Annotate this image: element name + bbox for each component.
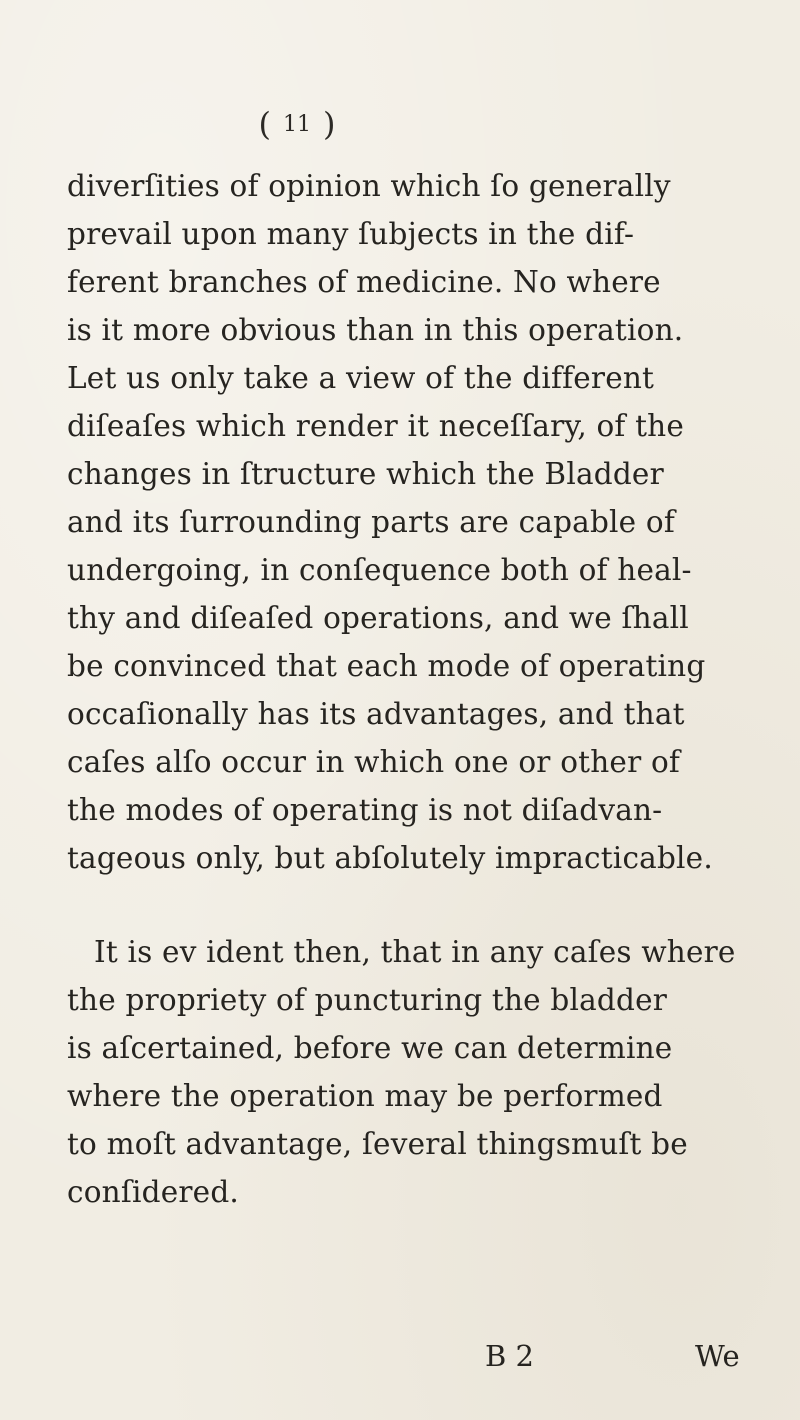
text-line: thy and diſeaſed operations, and we ſhall <box>67 601 689 635</box>
text-line: caſes alſo occur in which one or other of <box>67 745 681 779</box>
text-line: the modes of operating is not diſadvan- <box>67 793 663 827</box>
catchword: We <box>695 1339 740 1373</box>
text-line: It is ev ident then, that in any caſes where <box>94 935 736 969</box>
text-line: be convinced that each mode of operating <box>67 649 706 683</box>
text-line: undergoing, in conſequence both of heal- <box>67 553 692 587</box>
text-line: prevail upon many ſubjects in the dif- <box>67 217 635 251</box>
text-line: ferent branches of medicine. No where <box>67 265 661 299</box>
text-line: is aſcertained, before we can determine <box>67 1031 673 1065</box>
text-line: tageous only, but abſolutely impracticable. <box>67 841 713 875</box>
open-paren: ( <box>258 105 271 143</box>
text-line: to moſt advantage, ſeveral thingsmuſt be <box>67 1127 688 1161</box>
text-line: conſidered. <box>67 1175 239 1209</box>
page-number-header <box>252 104 342 145</box>
text-line: and its ſurrounding parts are capable of <box>67 505 675 539</box>
signature-mark: B 2 <box>485 1339 534 1373</box>
page-number: 11 <box>283 112 311 137</box>
text-line: changes in ſtructure which the Bladder <box>67 457 664 491</box>
text-line: is it more obvious than in this operation. <box>67 313 684 347</box>
text-line: diſeaſes which render it neceſſary, of the <box>67 409 685 443</box>
text-line: the propriety of puncturing the bladder <box>67 983 668 1017</box>
text-line: diverſities of opinion which ſo generally <box>67 169 671 203</box>
close-paren: ) <box>323 105 336 143</box>
text-line: occaſionally has its advantages, and that <box>67 697 685 731</box>
text-line: Let us only take a view of the different <box>67 361 655 395</box>
text-line: where the operation may be performed <box>67 1079 663 1113</box>
